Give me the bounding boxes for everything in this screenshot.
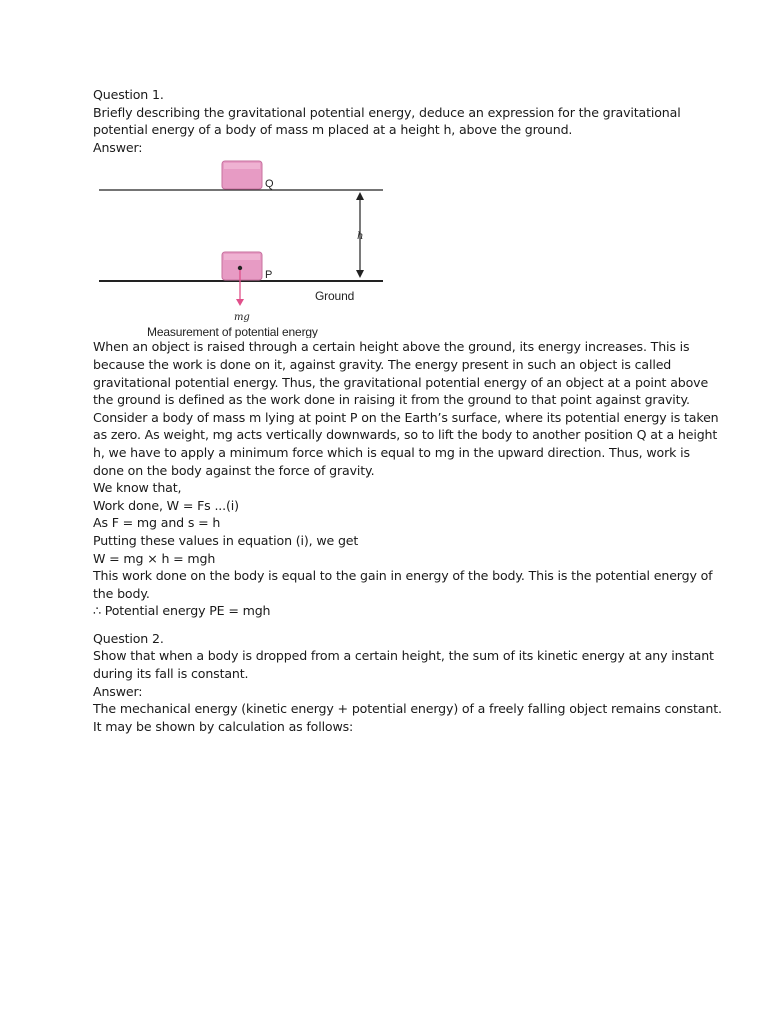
potential-energy-result: ∴ Potential energy PE = mgh [93,603,271,619]
answer-1-body-line: h, we have to apply a minimum force which is equal to mg in the upward direction. Thus, work is [93,444,690,460]
question-2-prompt-line: Show that when a body is dropped from a certain height, the sum of its kinetic energy at any instant [93,648,714,664]
question-2-prompt-line: during its fall is constant. [93,666,249,682]
answer-1-body-line: done on the body against the force of gravity. [93,462,375,478]
center-of-mass-dot [238,266,242,270]
label-mg: mg [234,312,250,324]
answer-1-body-line: the ground is defined as the work done in raising it from the ground to that point against gravity. [93,392,690,408]
answer-1-body-line: the body. [93,585,150,601]
label-h: h [357,231,364,243]
answer-1-body-line: Consider a body of mass m lying at point P on the Earth’s surface, where its potential energy is taken [93,409,719,425]
document-page [93,86,722,735]
weight-arrow-head [236,299,244,306]
section-gap [93,620,683,630]
answer-1-body-line: As F = mg and s = h [93,515,221,531]
label-q: Q [265,178,274,191]
potential-energy-figure [93,160,393,338]
height-arrow-head-up [356,192,364,200]
label-p: P [265,269,273,282]
mgh-equation-line: W = mg × h = mgh [93,550,216,566]
work-equation-line: Work done, W = Fs ...(i) [93,497,239,513]
answer-1-body-line: gravitational potential energy. Thus, the gravitational potential energy of an object at a point above [93,374,709,390]
question-1-prompt-line: Briefly describing the gravitational potential energy, deduce an expression for the gravitational [93,104,681,120]
label-ground: Ground [315,289,355,304]
question-2-heading: Question 2. [93,630,164,646]
height-arrow-head-down [356,270,364,278]
block-q-highlight [224,163,260,169]
question-1-heading: Question 1. [93,87,164,102]
question-1-answer-label: Answer: [93,139,143,155]
answer-1-body-line: Putting these values in equation (i), we get [93,532,359,548]
answer-1-body-line: because the work is done on it, against gravity. The energy present in such an object is called [93,356,672,372]
answer-1-body-line: as zero. As weight, mg acts vertically downwards, so to lift the body to another position Q at a height [93,427,718,443]
answer-2-body-line: The mechanical energy (kinetic energy + potential energy) of a freely falling object remains constant. [93,701,722,717]
potential-energy-diagram [93,160,393,338]
answer-2-body-line: It may be shown by calculation as follows: [93,718,354,734]
figure-caption: Measurement of potential energy [147,325,318,339]
answer-1-body-line: We know that, [93,480,182,496]
question-1-prompt-line: potential energy of a body of mass m placed at a height h, above the ground. [93,122,573,138]
answer-1-body-line: This work done on the body is equal to the gain in energy of the body. This is the potential energy of [93,568,713,584]
block-p-highlight [224,254,260,260]
question-2-answer-label: Answer: [93,683,143,699]
answer-1-body-line: When an object is raised through a certain height above the ground, its energy increases. This is [93,339,690,355]
